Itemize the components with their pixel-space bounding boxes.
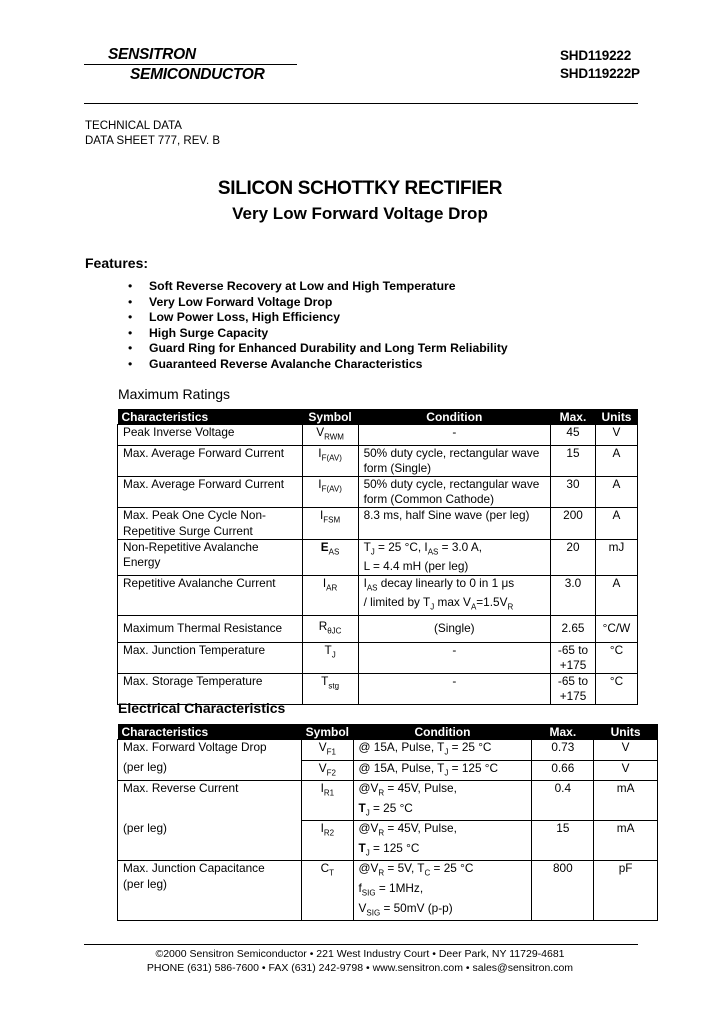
cell-units: A (595, 508, 637, 539)
cell-symbol: $I_{AR}$ (302, 575, 358, 615)
cell-symbol: $T_{stg}$ (302, 674, 358, 705)
col-header: Max. (532, 724, 594, 740)
logo-underline (84, 64, 297, 65)
company-name-line2: SEMICONDUCTOR (130, 66, 265, 83)
col-header: Symbol (302, 724, 353, 740)
doc-type: TECHNICAL DATA (85, 120, 182, 132)
cell-max: 0.66 (532, 760, 594, 781)
cell-max: 30 (551, 476, 596, 507)
cell-characteristic: Max. Average Forward Current (118, 445, 303, 476)
cell-max: 2.65 (551, 615, 596, 642)
cell-characteristic: (per leg) (118, 821, 302, 861)
cell-units: V (594, 760, 658, 781)
table-row (118, 476, 638, 507)
cell-units: °C (595, 642, 637, 673)
cell-max: 800 (532, 861, 594, 921)
cell-condition: $T_J = 25$ °C, $I_{AS} = 3.0$ A, L = 4.4 mH (per leg) (358, 539, 550, 575)
col-header: Symbol (302, 409, 358, 425)
table-row (118, 575, 638, 615)
list-item: • Guaranteed Reverse Avalanche Characteristics (128, 357, 508, 373)
cell-characteristic: Maximum Thermal Resistance (118, 615, 303, 642)
max-ratings-heading: Maximum Ratings (118, 386, 231, 402)
cell-condition: - (358, 642, 550, 673)
cell-max: 0.4 (532, 781, 594, 821)
table-row (118, 508, 638, 539)
cell-symbol: $V_{RWM}$ (302, 425, 358, 446)
cell-max: 200 (551, 508, 596, 539)
cell-units: °C (595, 674, 637, 705)
cell-units: °C/W (595, 615, 637, 642)
company-name-line1: SENSITRON (108, 46, 196, 63)
col-header: Units (595, 409, 637, 425)
list-item: • Very Low Forward Voltage Drop (128, 295, 508, 311)
table-header-row (118, 724, 658, 740)
cell-max: -65 to +175 (551, 674, 596, 705)
cell-units: mA (594, 821, 658, 861)
list-item: • Soft Reverse Recovery at Low and High Temperature (128, 279, 508, 295)
table-row (118, 425, 638, 446)
cell-characteristic: Repetitive Avalanche Current (118, 575, 303, 615)
cell-max: 3.0 (551, 575, 596, 615)
cell-symbol: $T_J$ (302, 642, 358, 673)
data-sheet-rev: DATA SHEET 777, REV. B (85, 135, 221, 147)
cell-condition: $@V_R = 45V$, Pulse, $T_J = 125$ °C (353, 821, 532, 861)
cell-condition: - (358, 674, 550, 705)
table-row (118, 781, 658, 821)
cell-symbol: $C_T$ (302, 861, 353, 921)
cell-characteristic: Peak Inverse Voltage (118, 425, 303, 446)
col-header: Condition (353, 724, 532, 740)
cell-characteristic: Non-Repetitive Avalanche Energy (118, 539, 303, 575)
cell-max: 15 (532, 821, 594, 861)
header-rule (84, 103, 638, 104)
col-header: Max. (551, 409, 596, 425)
footer-address: ©2000 Sensitron Semiconductor • 221 West Industry Court • Deer Park, NY 11729-4681 (155, 948, 565, 960)
footer-contact: PHONE (631) 586-7600 • FAX (631) 242-9798 • www.sensitron.com • sales@sensitron.com (146, 962, 574, 974)
max-ratings-table (117, 409, 638, 705)
col-header: Condition (358, 409, 550, 425)
col-header: Characteristics (118, 724, 302, 740)
cell-units: A (595, 445, 637, 476)
cell-characteristic: Max. Peak One Cycle Non-Repetitive Surge Current (118, 508, 303, 539)
electrical-table (117, 724, 658, 921)
list-item: • High Surge Capacity (128, 326, 508, 342)
cell-symbol: $E_{AS}$ (302, 539, 358, 575)
document-title: SILICON SCHOTTKY RECTIFIER (217, 178, 503, 199)
cell-symbol: $R_{\theta JC}$ (302, 615, 358, 642)
footer-rule (84, 944, 638, 945)
cell-units: V (595, 425, 637, 446)
table-row (118, 760, 658, 781)
features-list (128, 279, 508, 373)
cell-condition: @ 15A, Pulse, $T_J = 125$ °C (353, 760, 532, 781)
cell-max: 20 (551, 539, 596, 575)
electrical-heading: Electrical Characteristics (118, 700, 286, 716)
table-row (118, 539, 638, 575)
cell-characteristic: Max. Reverse Current (118, 781, 302, 821)
cell-symbol: $I_{R2}$ (302, 821, 353, 861)
table-row (118, 861, 658, 921)
col-header: Units (594, 724, 658, 740)
table-row (118, 821, 658, 861)
cell-max: -65 to +175 (551, 642, 596, 673)
cell-units: mA (594, 781, 658, 821)
cell-symbol: $I_{R1}$ (302, 781, 353, 821)
table-row (118, 615, 638, 642)
cell-symbol: $V_{F2}$ (302, 760, 353, 781)
cell-max: 15 (551, 445, 596, 476)
table-row (118, 445, 638, 476)
cell-units: A (595, 476, 637, 507)
cell-condition: @ 15A, Pulse, $T_J = 25$ °C (353, 740, 532, 761)
cell-max: 45 (551, 425, 596, 446)
col-header: Characteristics (118, 409, 303, 425)
cell-characteristic: Max. Junction Capacitance (per leg) (118, 861, 302, 921)
cell-condition: (Single) (358, 615, 550, 642)
part-number-1: SHD119222 (560, 48, 632, 63)
cell-condition: 50% duty cycle, rectangular wave form (Single) (358, 445, 550, 476)
cell-condition: 8.3 ms, half Sine wave (per leg) (358, 508, 550, 539)
cell-condition: - (358, 425, 550, 446)
document-subtitle: Very Low Forward Voltage Drop (232, 204, 488, 223)
cell-symbol: $I_{FSM}$ (302, 508, 358, 539)
cell-units: pF (594, 861, 658, 921)
cell-units: mJ (595, 539, 637, 575)
part-number-2: SHD119222P (560, 66, 640, 81)
list-item: • Guard Ring for Enhanced Durability and Long Term Reliability (128, 341, 508, 357)
features-heading: Features: (85, 255, 149, 271)
cell-characteristic: Max. Average Forward Current (118, 476, 303, 507)
cell-max: 0.73 (532, 740, 594, 761)
table-header-row (118, 409, 638, 425)
cell-units: V (594, 740, 658, 761)
cell-characteristic: (per leg) (118, 760, 302, 781)
cell-symbol: $I_{F(AV)}$ (302, 445, 358, 476)
table-row (118, 642, 638, 673)
cell-characteristic: Max. Storage Temperature (118, 674, 303, 705)
table-row (118, 740, 658, 761)
cell-units: A (595, 575, 637, 615)
cell-condition: 50% duty cycle, rectangular wave form (Common Cathode) (358, 476, 550, 507)
cell-condition: $@V_R = 45V$, Pulse, $T_J = 25$ °C (353, 781, 532, 821)
cell-characteristic: Max. Forward Voltage Drop (118, 740, 302, 761)
cell-symbol: $V_{F1}$ (302, 740, 353, 761)
cell-condition: $I_{AS}$ decay linearly to 0 in 1 μs / limited by $T_J$ $\max V_A=1.5V_R$ (358, 575, 550, 615)
cell-characteristic: Max. Junction Temperature (118, 642, 303, 673)
list-item: • Low Power Loss, High Efficiency (128, 310, 508, 326)
cell-symbol: $I_{F(AV)}$ (302, 476, 358, 507)
cell-condition: $@V_R = 5V$, $T_C = 25$ °C $f_{SIG} = 1MHz$, $V_{SIG} = 50mV$ (p-p) (353, 861, 532, 921)
